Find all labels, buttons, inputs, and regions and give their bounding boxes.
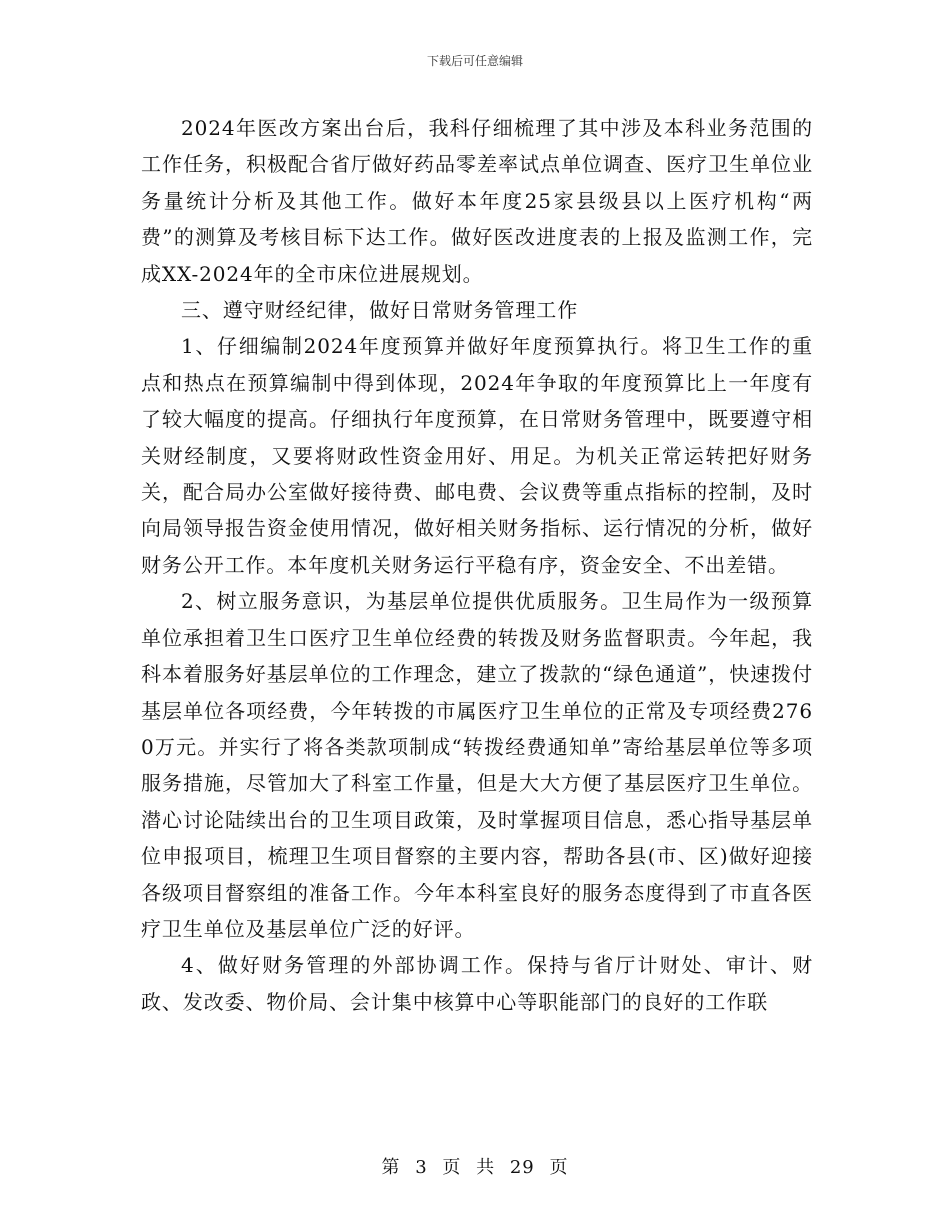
section-heading-finance-discipline: 三、遵守财经纪律，做好日常财务管理工作 — [181, 298, 579, 323]
paragraph-healthcare-reform: 2024年医改方案出台后，我科仔细梳理了其中涉及本科业务范围的工作任务，积极配合省厅做好药品零差率试点单位调查、医疗卫生单位业务量统计分析及其他工作。做好本年度25家县级县以上医疗机构“两费”的测算及考核目标下达工作。做好医改进度表的上报及监测工作，完成XX-2024年的全市床位进展规划。 — [141, 116, 813, 286]
page-header-note: 下载后可任意编辑 — [426, 54, 523, 68]
paragraph-external-coordination: 4、做好财务管理的外部协调工作。保持与省厅计财处、审计、财政、发改委、物价局、会计集中核算中心等职能部门的良好的工作联 — [141, 953, 813, 1014]
paragraph-service-awareness: 2、树立服务意识，为基层单位提供优质服务。卫生局作为一级预算单位承担着卫生口医疗卫生单位经费的转拨及财务监督职责。今年起，我科本着服务好基层单位的工作理念，建立了拨款的“绿色通道”，快速拨付基层单位各项经费，今年转拨的市属医疗卫生单位的正常及专项经费2760万元。并实行了将各类款项制成“转拨经费通知单”寄给基层单位等多项服务措施，尽管加大了科室工作量，但是大大方便了基层医疗卫生单位。潜心讨论陆续出台的卫生项目政策，及时掌握项目信息，悉心指导基层单位申报项目，梳理卫生项目督察的主要内容，帮助各县(市、区)做好迎接各级项目督察组的准备工作。今年本科室良好的服务态度得到了市直各医疗卫生单位及基层单位广泛的好评。 — [141, 589, 813, 941]
paragraph-budget-compilation: 1、仔细编制2024年度预算并做好年度预算执行。将卫生工作的重点和热点在预算编制中得到体现，2024年争取的年度预算比上一年度有了较大幅度的提高。仔细执行年度预算，在日常财务管理中，既要遵守相关财经制度，又要将财政性资金用好、用足。为机关正常运转把好财务关，配合局办公室做好接待费、邮电费、会议费等重点指标的控制，及时向局领导报告资金使用情况，做好相关财务指标、运行情况的分析，做好财务公开工作。本年度机关财务运行平稳有序，资金安全、不出差错。 — [141, 334, 813, 577]
page-number-footer: 第 3 页 共 29 页 — [381, 1157, 569, 1178]
document-body — [141, 110, 813, 1020]
